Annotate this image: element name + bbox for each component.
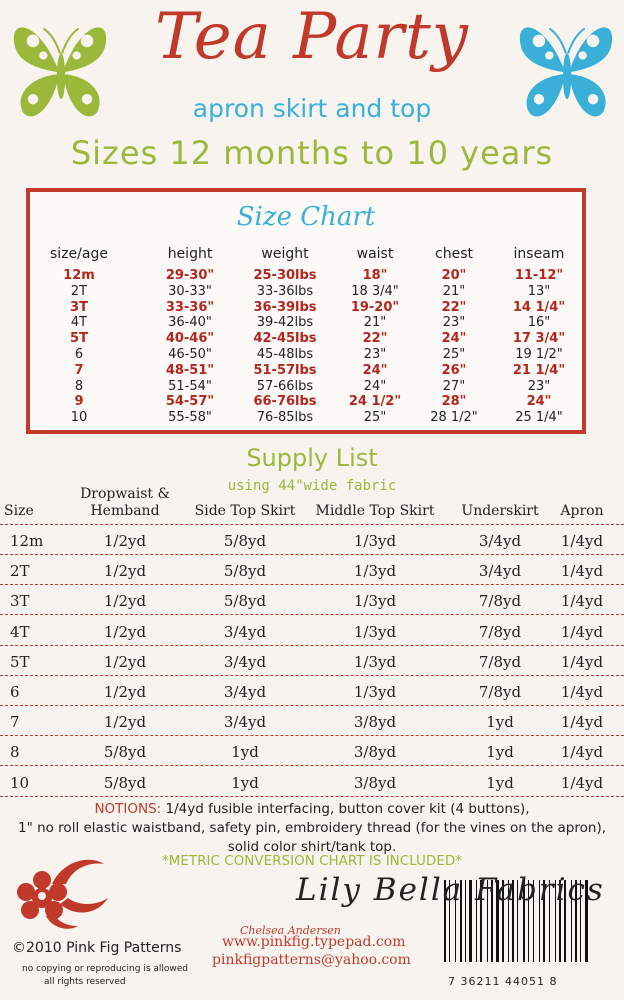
supply-list-cell: 3/8yd	[353, 773, 397, 792]
supply-list-cell: 5/8yd	[223, 562, 267, 581]
supply-list-cell: 1yd	[486, 773, 514, 792]
size-chart-cell: 14 1/4"	[512, 299, 566, 315]
supply-list-cell: 1/3yd	[353, 683, 397, 701]
size-chart-cell: 20"	[441, 268, 467, 283]
supply-list-cell: 1/4yd	[560, 532, 604, 550]
fabric-brand: Lily Bella Fabrics	[296, 872, 605, 908]
size-chart	[26, 188, 586, 434]
size-chart-cell: 25"	[442, 347, 466, 362]
notions-line-2: 1" no roll elastic waistband, safety pin, embroidery thread (for the vines on the apron),	[17, 820, 606, 836]
size-chart-cell: 28 1/2"	[430, 410, 478, 426]
supply-list-subtitle: using 44"wide fabric	[227, 478, 397, 494]
supply-list-cell: 1/4yd	[560, 713, 604, 732]
size-chart-cell: 33-36"	[165, 299, 215, 315]
size-chart-cell: 24"	[526, 394, 552, 410]
flower-flourish-icon	[12, 848, 112, 934]
size-chart-cell: 33-36lbs	[256, 283, 314, 299]
supply-list-cell: 1/4yd	[560, 592, 604, 611]
supply-list-cell: 5/8yd	[103, 743, 147, 762]
size-chart-cell: 19 1/2"	[515, 347, 563, 362]
size-chart-cell: 66-76lbs	[253, 394, 317, 410]
supply-list-cell: 1/4yd	[560, 743, 604, 762]
size-chart-cell: 19-20"	[350, 299, 400, 315]
supply-list-cell: 3/4yd	[478, 532, 522, 550]
supply-list-cell: 3/8yd	[353, 743, 397, 762]
size-chart-cell: 55-58"	[168, 410, 212, 426]
supply-list-cell: 12m	[10, 532, 44, 550]
supply-list-cell: 3/4yd	[223, 652, 267, 671]
pattern-title: Tea Party	[155, 0, 469, 74]
notions-label: NOTIONS:	[94, 801, 162, 817]
size-chart-cell: 48-51"	[165, 362, 215, 378]
supply-list-cell: 1/3yd	[353, 562, 397, 581]
supply-list-cell: 4T	[10, 622, 30, 641]
supply-list-cell: 1/2yd	[103, 622, 147, 641]
row-divider	[0, 645, 624, 646]
supply-list-cell: 5/8yd	[223, 592, 267, 611]
website-link[interactable]: www.pinkfig.typepad.com	[222, 934, 406, 950]
size-chart-cell: 23"	[527, 378, 551, 394]
size-chart-header: height	[167, 246, 213, 262]
designer-signature: Chelsea Andersen	[240, 924, 341, 937]
size-chart-cell: 36-39lbs	[253, 299, 317, 315]
size-chart-cell: 42-45lbs	[253, 331, 317, 347]
size-chart-cell: 27"	[442, 378, 466, 394]
supply-list-cell: 1/4yd	[560, 683, 604, 701]
supply-list-header: Dropwaist & Hemband	[80, 486, 170, 519]
size-chart-cell: 9	[74, 394, 84, 410]
supply-list-cell: 6	[10, 683, 20, 701]
size-chart-cell: 24"	[362, 362, 388, 378]
row-divider	[0, 614, 624, 615]
supply-list-cell: 1/4yd	[560, 652, 604, 671]
size-chart-cell: 24"	[363, 378, 387, 394]
size-chart-cell: 17 3/4"	[512, 331, 566, 347]
pattern-subtitle: apron skirt and top	[192, 94, 432, 123]
supply-list-cell: 3/4yd	[223, 713, 267, 732]
supply-list-cell: 1/2yd	[103, 592, 147, 611]
size-chart-cell: 46-50"	[168, 347, 212, 362]
size-chart-cell: 25 1/4"	[515, 410, 563, 426]
supply-list-cell: 8	[10, 743, 20, 762]
size-chart-title: Size Chart	[236, 202, 376, 232]
supply-list-cell: 1/4yd	[560, 622, 604, 641]
size-chart-cell: 18"	[362, 268, 388, 283]
size-chart-cell: 3T	[70, 299, 88, 315]
supply-list-cell: 5/8yd	[223, 532, 267, 550]
supply-list-cell: 1yd	[486, 743, 514, 762]
size-chart-cell: 23"	[442, 315, 466, 331]
size-range: Sizes 12 months to 10 years	[70, 134, 554, 172]
legal-notice: no copying or reproducing is allowed	[22, 964, 188, 974]
notions-line-3: solid color shirt/tank top.	[227, 839, 397, 855]
supply-list-cell: 1/2yd	[103, 532, 147, 550]
notions-line-1: 1/4yd fusible interfacing, button cover kit (4 buttons),	[165, 801, 530, 817]
size-chart-cell: 30-33"	[168, 283, 212, 299]
supply-list-cell: 3T	[10, 592, 30, 611]
size-chart-cell: 24"	[441, 331, 467, 347]
supply-list-cell: 3/4yd	[223, 683, 267, 701]
size-chart-cell: 2T	[70, 283, 88, 299]
size-chart-cell: 4T	[70, 315, 88, 331]
row-divider	[0, 796, 624, 797]
row-divider	[0, 735, 624, 736]
supply-list-title: Supply List	[246, 444, 378, 472]
size-chart-cell: 29-30"	[165, 268, 215, 283]
supply-list-cell: 1/3yd	[353, 532, 397, 550]
size-chart-cell: 13"	[527, 283, 551, 299]
supply-list-cell: 3/4yd	[478, 562, 522, 581]
supply-list-cell: 3/4yd	[223, 622, 267, 641]
size-chart-cell: 16"	[527, 315, 551, 331]
size-chart-cell: 54-57"	[165, 394, 215, 410]
supply-list-cell: 10	[10, 773, 30, 792]
size-chart-cell: 11-12"	[514, 268, 564, 283]
size-chart-cell: 25-30lbs	[253, 268, 317, 283]
size-chart-cell: 21"	[363, 315, 387, 331]
size-chart-cell: 57-66lbs	[256, 378, 314, 394]
size-chart-cell: 36-40"	[168, 315, 212, 331]
size-chart-cell: 25"	[363, 410, 387, 426]
supply-list-cell: 1yd	[231, 773, 259, 792]
size-chart-cell: 22"	[362, 331, 388, 347]
size-chart-cell: 26"	[441, 362, 467, 378]
size-chart-cell: 21 1/4"	[512, 362, 566, 378]
supply-list-cell: 3/8yd	[353, 713, 397, 732]
size-chart-header: size/age	[50, 246, 108, 262]
supply-list-header: Size	[4, 503, 34, 519]
size-chart-header: inseam	[513, 246, 565, 262]
supply-list-cell: 1/2yd	[103, 562, 147, 581]
row-divider	[0, 554, 624, 555]
size-chart-cell: 18 3/4"	[351, 283, 399, 299]
supply-list-cell: 1yd	[231, 743, 259, 762]
size-chart-header: weight	[261, 246, 309, 262]
supply-list-cell: 7/8yd	[478, 622, 522, 641]
supply-list-cell: 2T	[10, 562, 30, 581]
supply-list-cell: 1/2yd	[103, 713, 147, 732]
size-chart-cell: 10	[70, 410, 88, 426]
supply-list-cell: 5T	[10, 652, 30, 671]
supply-list-cell: 5/8yd	[103, 773, 147, 792]
row-divider	[0, 705, 624, 706]
size-chart-cell: 22"	[441, 299, 467, 315]
supply-list-cell: 1/2yd	[103, 683, 147, 701]
row-divider	[0, 584, 624, 585]
supply-list-header: Underskirt	[461, 503, 539, 519]
supply-list-cell: 7/8yd	[478, 683, 522, 701]
email-link[interactable]: pinkfigpatterns@yahoo.com	[212, 952, 411, 968]
supply-list-header: Middle Top Skirt	[315, 503, 435, 519]
supply-list-cell: 7/8yd	[478, 652, 522, 671]
size-chart-cell: 28"	[441, 394, 467, 410]
size-chart-cell: 8	[74, 378, 84, 394]
size-chart-cell: 23"	[363, 347, 387, 362]
supply-list-header: Side Top Skirt	[194, 503, 296, 519]
size-chart-cell: 39-42lbs	[256, 315, 314, 331]
supply-list-cell: 1/4yd	[560, 562, 604, 581]
supply-list-cell: 1/3yd	[353, 592, 397, 611]
size-chart-cell: 21"	[442, 283, 466, 299]
size-chart-header: waist	[356, 246, 394, 262]
size-chart-cell: 5T	[70, 331, 88, 347]
size-chart-cell: 76-85lbs	[256, 410, 314, 426]
size-chart-cell: 6	[74, 347, 84, 362]
size-chart-cell: 45-48lbs	[256, 347, 314, 362]
supply-list-cell: 7	[10, 713, 20, 732]
supply-list-cell: 1yd	[486, 713, 514, 732]
supply-list-cell: 1/3yd	[353, 652, 397, 671]
supply-list-cell: 7/8yd	[478, 592, 522, 611]
supply-list-cell: 1/3yd	[353, 622, 397, 641]
supply-list-cell: 1/2yd	[103, 652, 147, 671]
row-divider	[0, 524, 624, 525]
metric-note: *METRIC CONVERSION CHART IS INCLUDED*	[161, 853, 462, 869]
supply-list-header: Apron	[560, 503, 604, 519]
row-divider	[0, 675, 624, 676]
barcode-number: 7 36211 44051 8	[448, 975, 558, 988]
size-chart-cell: 51-57lbs	[253, 362, 317, 378]
row-divider	[0, 765, 624, 766]
size-chart-cell: 12m	[63, 268, 95, 283]
supply-list-cell: 1/4yd	[560, 773, 604, 792]
size-chart-cell: 7	[74, 362, 84, 378]
copyright: ©2010 Pink Fig Patterns	[12, 940, 182, 956]
size-chart-cell: 40-46"	[165, 331, 215, 347]
size-chart-cell: 51-54"	[168, 378, 212, 394]
rights-notice: all rights reserved	[44, 977, 126, 987]
size-chart-header: chest	[435, 246, 473, 262]
size-chart-cell: 24 1/2"	[348, 394, 402, 410]
